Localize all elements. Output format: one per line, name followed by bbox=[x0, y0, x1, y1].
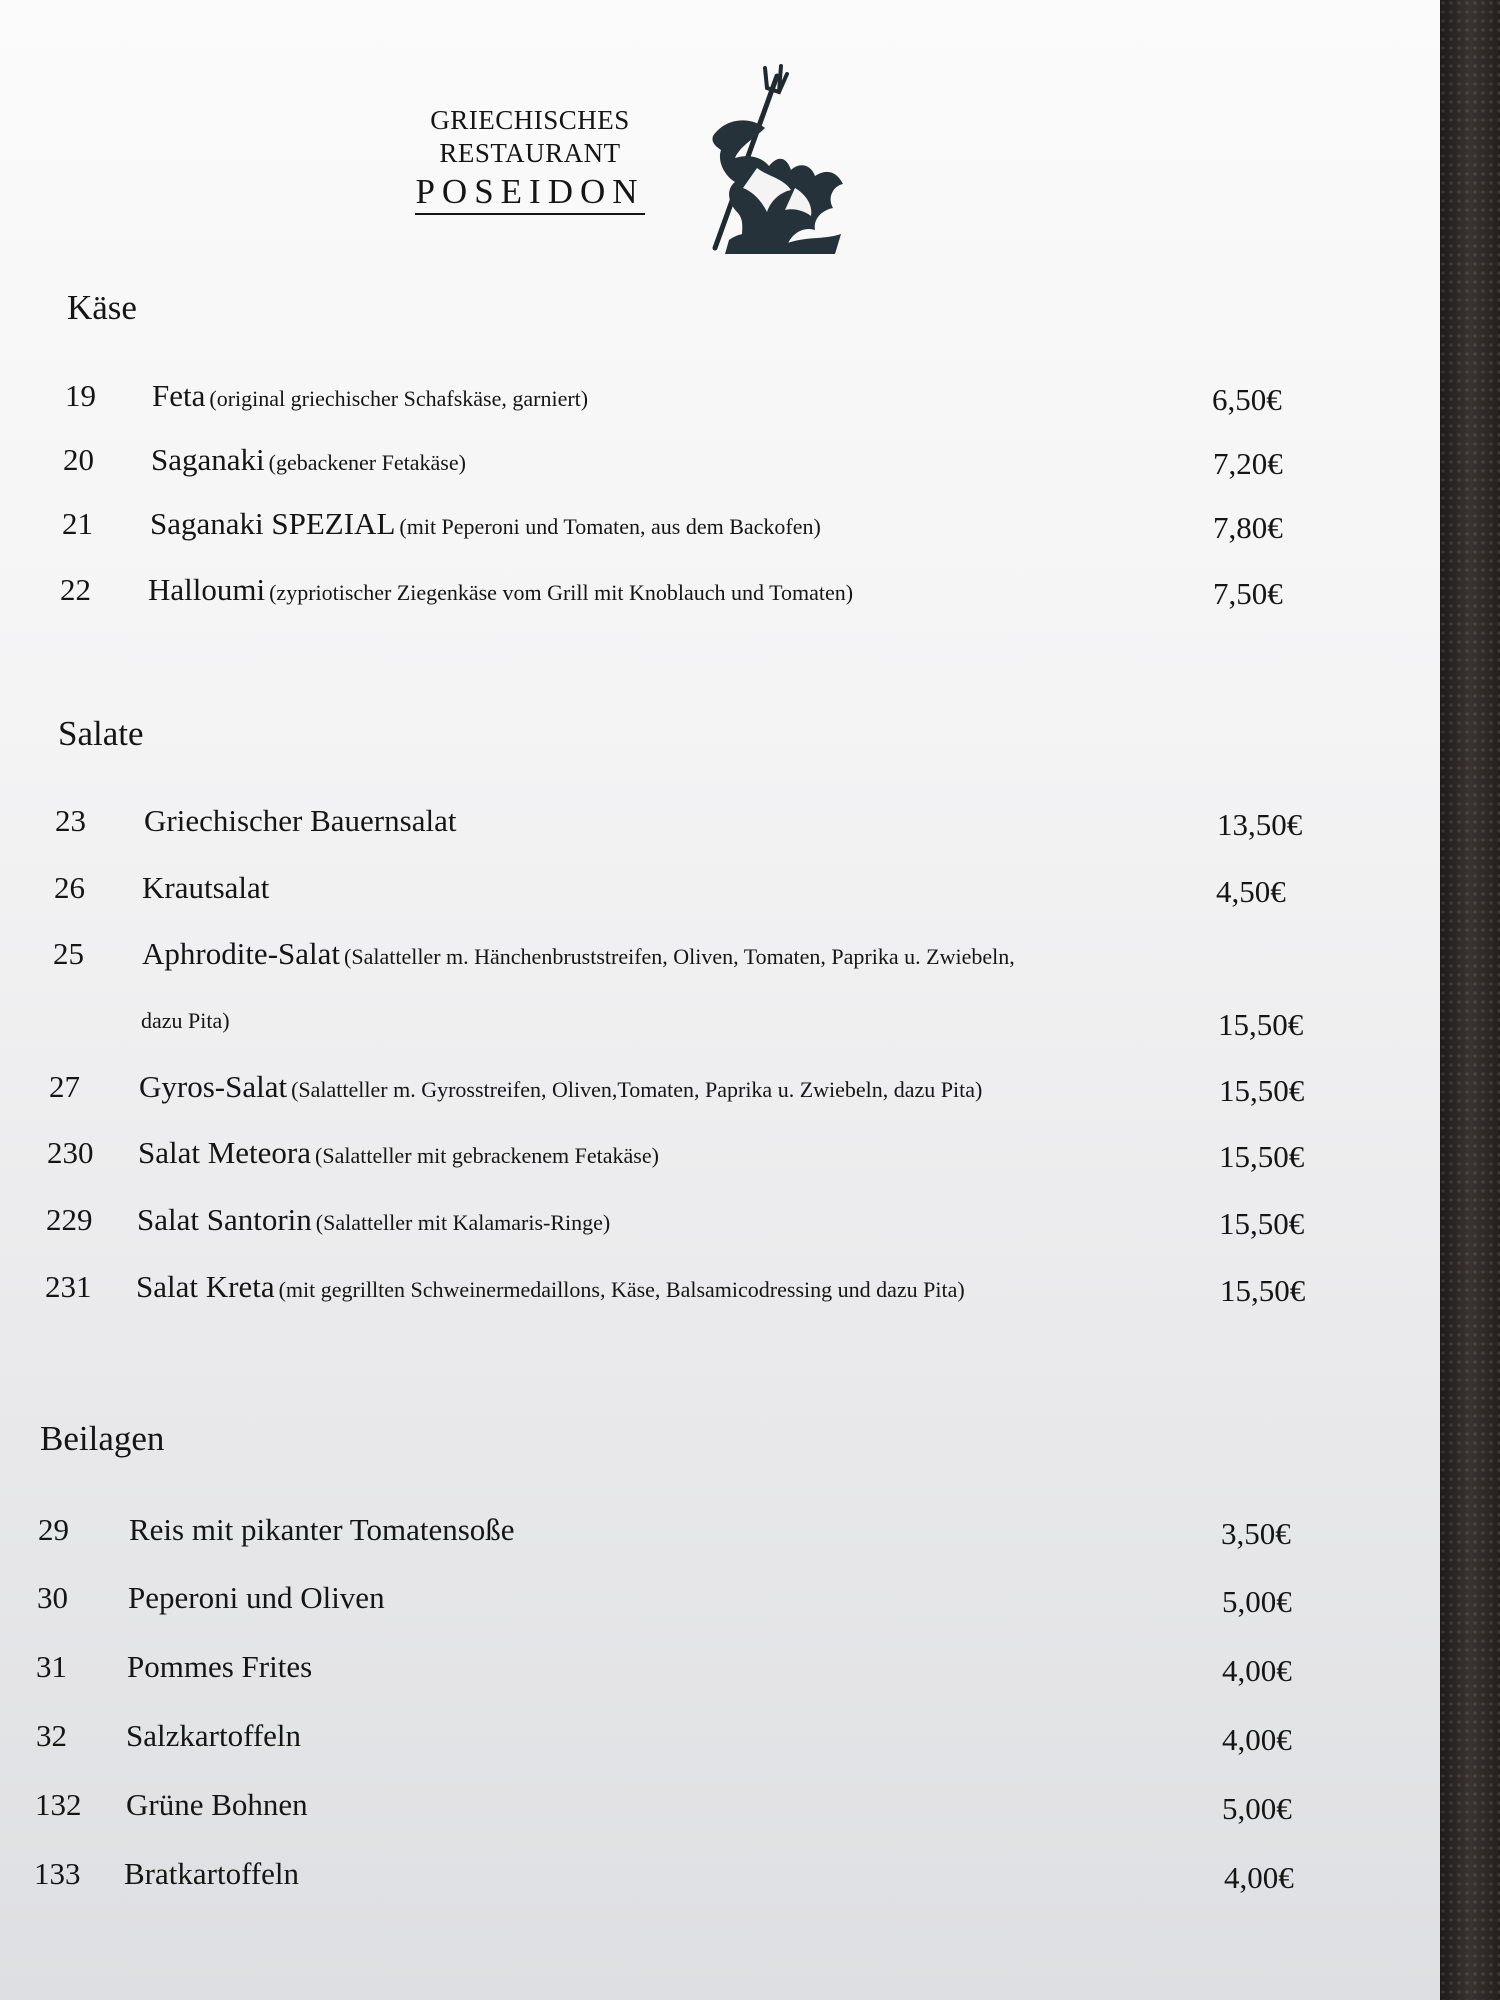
item-note: dazu Pita) bbox=[141, 1008, 230, 1033]
item-number: 229 bbox=[46, 1202, 93, 1237]
menu-item bbox=[53, 934, 1313, 978]
item-number: 26 bbox=[54, 870, 85, 905]
item-number: 27 bbox=[49, 1069, 80, 1104]
item-name: Grüne Bohnen bbox=[126, 1787, 308, 1822]
item-note: (Salatteller m. Hänchenbruststreifen, Oliven, Tomaten, Paprika u. Zwiebeln, bbox=[344, 944, 1015, 969]
item-name: Bratkartoffeln bbox=[124, 1856, 300, 1891]
item-number: 31 bbox=[36, 1649, 67, 1684]
item-name: Krautsalat bbox=[142, 870, 270, 905]
menu-item bbox=[63, 440, 1303, 484]
item-note: (Salatteller m. Gyrosstreifen, Oliven,Tomaten, Paprika u. Zwiebeln, dazu Pita) bbox=[291, 1077, 983, 1102]
item-price: 15,50€ bbox=[1220, 1273, 1306, 1308]
brand-line-1: GRIECHISCHES bbox=[430, 105, 630, 135]
item-note: (zypriotischer Ziegenkäse vom Grill mit Knoblauch und Tomaten) bbox=[269, 580, 854, 605]
menu-item bbox=[37, 1578, 1317, 1622]
item-price: 3,50€ bbox=[1221, 1516, 1291, 1551]
item-price: 15,50€ bbox=[1218, 1007, 1304, 1042]
menu-item bbox=[35, 1785, 1315, 1829]
item-number: 230 bbox=[47, 1135, 94, 1170]
item-price: 4,50€ bbox=[1216, 874, 1286, 909]
item-number: 22 bbox=[60, 572, 91, 607]
item-note: (mit gegrillten Schweinermedaillons, Käse, Balsamicodressing und dazu Pita) bbox=[278, 1277, 965, 1302]
item-name: Griechischer Bauernsalat bbox=[144, 803, 457, 838]
item-price: 13,50€ bbox=[1217, 807, 1303, 842]
item-name: Salat Santorin bbox=[137, 1202, 312, 1237]
menu-item bbox=[47, 1133, 1317, 1177]
menu-item bbox=[54, 868, 1314, 912]
item-price: 4,00€ bbox=[1224, 1860, 1294, 1895]
menu-item-continuation bbox=[53, 1001, 1313, 1045]
item-note: (mit Peperoni und Tomaten, aus dem Backofen) bbox=[399, 514, 821, 539]
brand-line-2: RESTAURANT bbox=[439, 138, 621, 168]
menu-item bbox=[60, 570, 1300, 614]
menu-item bbox=[36, 1716, 1316, 1760]
item-name: Salat Meteora bbox=[138, 1135, 312, 1170]
item-price: 5,00€ bbox=[1222, 1791, 1292, 1826]
item-number: 20 bbox=[63, 442, 94, 477]
menu-item bbox=[36, 1647, 1316, 1691]
menu-item bbox=[45, 1267, 1315, 1311]
item-number: 29 bbox=[38, 1512, 69, 1547]
item-price: 7,20€ bbox=[1213, 446, 1283, 481]
item-number: 30 bbox=[37, 1580, 68, 1615]
item-name: Pommes Frites bbox=[127, 1649, 313, 1684]
menu-item bbox=[46, 1200, 1316, 1244]
item-name: Aphrodite-Salat bbox=[142, 936, 341, 971]
restaurant-name: POSEIDON bbox=[415, 172, 644, 215]
restaurant-brand bbox=[395, 104, 665, 215]
item-name: Saganaki bbox=[151, 442, 265, 477]
item-number: 132 bbox=[35, 1787, 82, 1822]
item-number: 23 bbox=[55, 803, 86, 838]
menu-item bbox=[49, 1067, 1319, 1111]
item-name: Gyros-Salat bbox=[139, 1069, 288, 1104]
item-name: Salat Kreta bbox=[136, 1269, 275, 1304]
item-note: (gebackener Fetakäse) bbox=[268, 450, 466, 475]
item-number: 19 bbox=[65, 378, 96, 413]
item-name: Halloumi bbox=[148, 572, 266, 607]
item-price: 15,50€ bbox=[1219, 1139, 1305, 1174]
item-price: 15,50€ bbox=[1219, 1206, 1305, 1241]
item-price: 7,50€ bbox=[1213, 576, 1283, 611]
menu-item bbox=[38, 1510, 1318, 1554]
item-name: Feta bbox=[152, 378, 206, 413]
item-name: Peperoni und Oliven bbox=[128, 1580, 385, 1615]
item-price: 15,50€ bbox=[1219, 1073, 1305, 1108]
item-price: 6,50€ bbox=[1212, 382, 1282, 417]
item-name: Saganaki SPEZIAL bbox=[150, 506, 396, 541]
menu-item bbox=[65, 376, 1305, 420]
menu-item bbox=[55, 801, 1315, 845]
item-name: Salzkartoffeln bbox=[126, 1718, 302, 1753]
item-name: Reis mit pikanter Tomatensoße bbox=[129, 1512, 515, 1547]
section-title-beilagen: Beilagen bbox=[40, 1419, 165, 1458]
item-number: 231 bbox=[45, 1269, 92, 1304]
item-number: 21 bbox=[62, 506, 93, 541]
item-note: (Salatteller mit gebrackenem Fetakäse) bbox=[315, 1143, 659, 1168]
menu-item bbox=[34, 1854, 1314, 1898]
poseidon-trident-icon bbox=[695, 58, 855, 258]
item-price: 7,80€ bbox=[1213, 510, 1283, 545]
section-title-salate: Salate bbox=[58, 714, 144, 753]
menu-cover-edge bbox=[1440, 0, 1500, 2000]
item-price: 5,00€ bbox=[1222, 1584, 1292, 1619]
item-note: (original griechischer Schafskäse, garniert) bbox=[209, 386, 589, 411]
section-title-kaese: Käse bbox=[67, 288, 137, 327]
item-number: 25 bbox=[53, 936, 84, 971]
item-price: 4,00€ bbox=[1222, 1722, 1292, 1757]
item-note: (Salatteller mit Kalamaris-Ringe) bbox=[315, 1210, 611, 1235]
item-number: 133 bbox=[34, 1856, 81, 1891]
item-number: 32 bbox=[36, 1718, 67, 1753]
item-price: 4,00€ bbox=[1222, 1653, 1292, 1688]
menu-item bbox=[62, 504, 1302, 548]
